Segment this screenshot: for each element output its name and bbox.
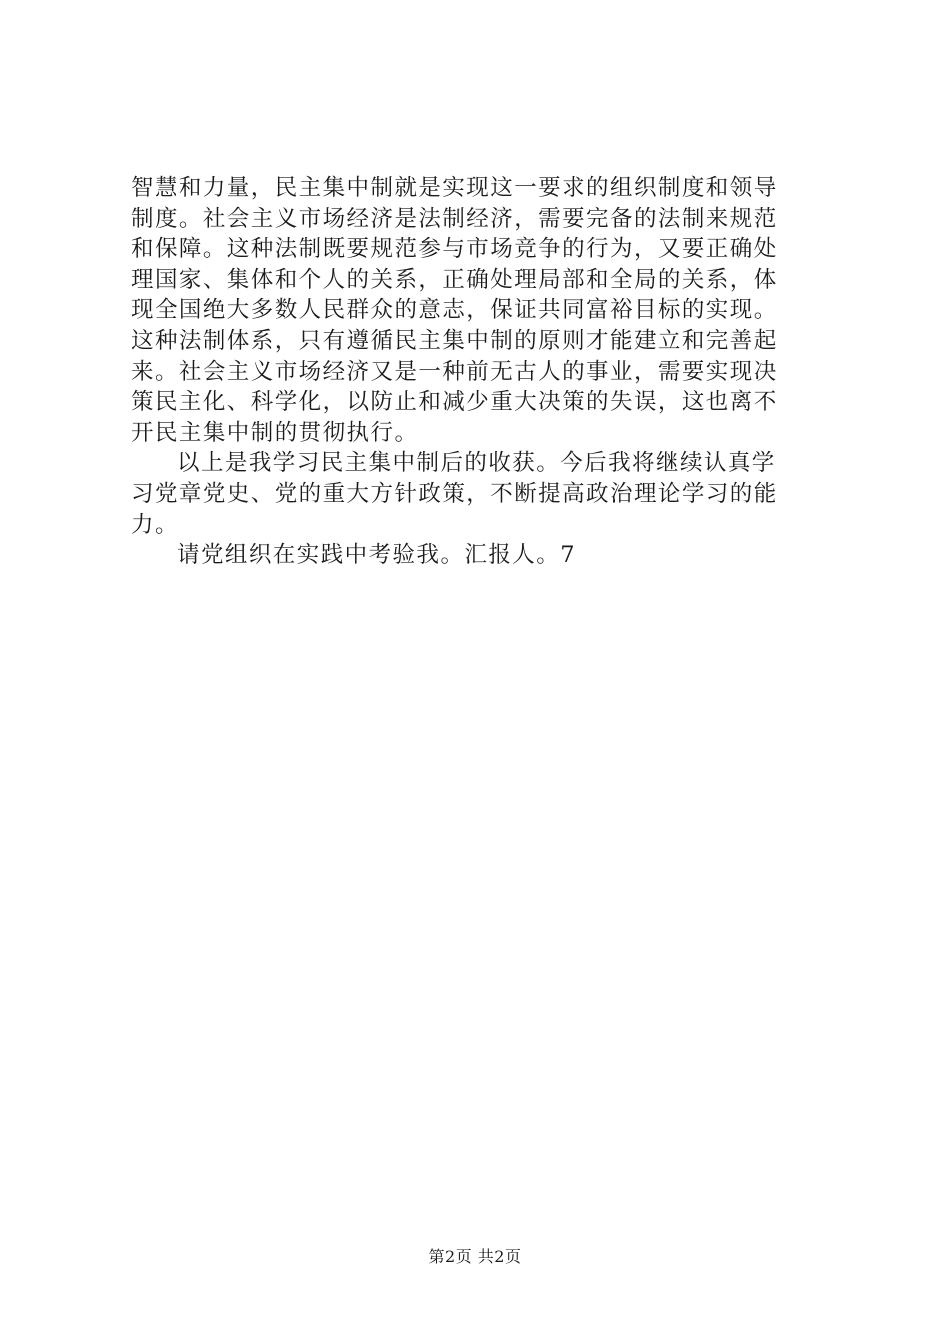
paragraph-1-line-1: 智慧和力量，民主集中制就是实现这一要求的组织制度和领导 (131, 175, 778, 201)
paragraph-1-line-4: 理国家、集体和个人的关系，正确处理局部和全局的关系，体 (131, 266, 778, 293)
paragraph-1-line-3: 和保障。这种法制既要规范参与市场竞争的行为，又要正确处 (131, 236, 778, 263)
paragraph-1-line-7: 来。社会主义市场经济又是一种前无古人的事业，需要实现决 (131, 358, 778, 385)
paragraph-1-line-5: 现全国绝大多数人民群众的意志，保证共同富裕目标的实现。 (131, 297, 778, 324)
paragraph-1-line-2: 制度。社会主义市场经济是法制经济，需要完备的法制来规范 (131, 205, 778, 232)
paragraph-2-line-1: 以上是我学习民主集中制后的收获。今后我将继续认真学 (177, 450, 776, 477)
paragraph-1-line-8: 策民主化、科学化，以防止和减少重大决策的失误，这也离不 (131, 389, 778, 416)
document-body (131, 173, 831, 571)
page-number-footer: 第2页 共2页 (428, 1247, 522, 1266)
paragraph-2-line-3: 力。 (131, 511, 179, 538)
paragraph-1-line-6: 这种法制体系，只有遵循民主集中制的原则才能建立和完善起 (131, 327, 778, 354)
paragraph-2-line-2: 习党章党史、党的重大方针政策，不断提高政治理论学习的能 (131, 480, 778, 507)
paragraph-3-line-1: 请党组织在实践中考验我。汇报人。7 (177, 542, 576, 569)
paragraph-1-line-9: 开民主集中制的贯彻执行。 (131, 419, 419, 446)
